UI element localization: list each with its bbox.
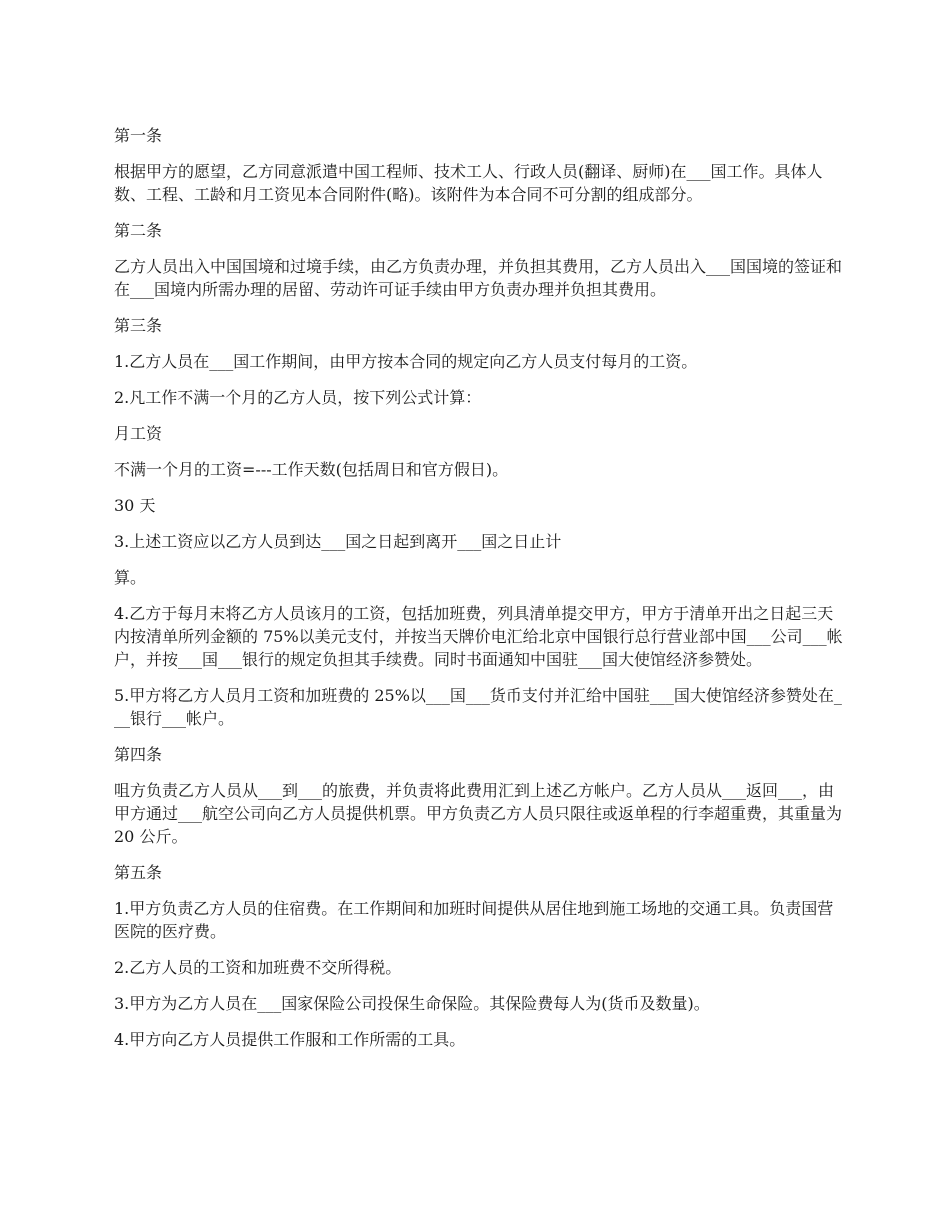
article-3-clause-1: 1.乙方人员在___国工作期间，由甲方按本合同的规定向乙方人员支付每月的工资。 <box>114 352 698 371</box>
article-4-heading: 第四条 <box>114 745 163 764</box>
article-5-heading: 第五条 <box>114 863 163 882</box>
article-5-clause-2: 2.乙方人员的工资和加班费不交所得税。 <box>114 958 402 977</box>
article-2-text: 乙方人员出入中国国境和过境手续，由乙方负责办理，并负担其费用，乙方人员出入___国国境的签证和在___国境内所需办理的居留、劳动许可证手续由甲方负责办理并负担其费用。 <box>114 257 843 299</box>
article-3-clause-2: 2.凡工作不满一个月的乙方人员，按下列公式计算： <box>114 388 482 407</box>
formula-numerator: 月工资 <box>114 424 163 443</box>
article-5-clause-3: 3.甲方为乙方人员在___国家保险公司投保生命保险。其保险费每人为(货币及数量)。 <box>114 994 710 1013</box>
formula-denominator: 30 天 <box>114 496 156 515</box>
article-3-clause-3: 3.上述工资应以乙方人员到达___国之日起到离开___国之日止计 <box>114 532 562 551</box>
document-body <box>114 124 844 1064</box>
article-3-clause-3-continued: 算。 <box>114 568 147 587</box>
article-1-heading: 第一条 <box>114 126 163 145</box>
article-3-clause-5: 5.甲方将乙方人员月工资和加班费的 25%以___国___货币支付并汇给中国驻___国大使馆经济参赞处在___银行___帐户。 <box>114 686 842 728</box>
article-5-clause-1: 1.甲方负责乙方人员的住宿费。在工作期间和加班时间提供从居住地到施工场地的交通工具。负责国营医院的医疗费。 <box>114 899 834 941</box>
article-4-text: 咀方负责乙方人员从___到___的旅费，并负责将此费用汇到上述乙方帐户。乙方人员从___返回___，由甲方通过___航空公司向乙方人员提供机票。甲方负责乙方人员只限往或返单程的行李超重费，其重量为 20 公斤。 <box>114 781 843 846</box>
article-5-clause-4: 4.甲方向乙方人员提供工作服和工作所需的工具。 <box>114 1030 466 1049</box>
article-3-clause-4: 4.乙方于每月末将乙方人员该月的工资，包括加班费，列具清单提交甲方，甲方于清单开出之日起三天内按清单所列金额的 75%以美元支付，并按当天牌价电汇给北京中国银行总行营业部中国___公司___帐户，并按___国___银行的规定负担其手续费。同时书面通知中国驻___国大使馆经济参赞处。 <box>114 604 843 669</box>
formula-line: 不满一个月的工资=---工作天数(包括周日和官方假日)。 <box>114 460 509 479</box>
article-2-heading: 第二条 <box>114 221 163 240</box>
article-1-text: 根据甲方的愿望，乙方同意派遣中国工程师、技术工人、行政人员(翻译、厨师)在___国工作。具体人数、工程、工龄和月工资见本合同附件(略)。该附件为本合同不可分割的组成部分。 <box>114 162 823 204</box>
article-3-heading: 第三条 <box>114 316 163 335</box>
